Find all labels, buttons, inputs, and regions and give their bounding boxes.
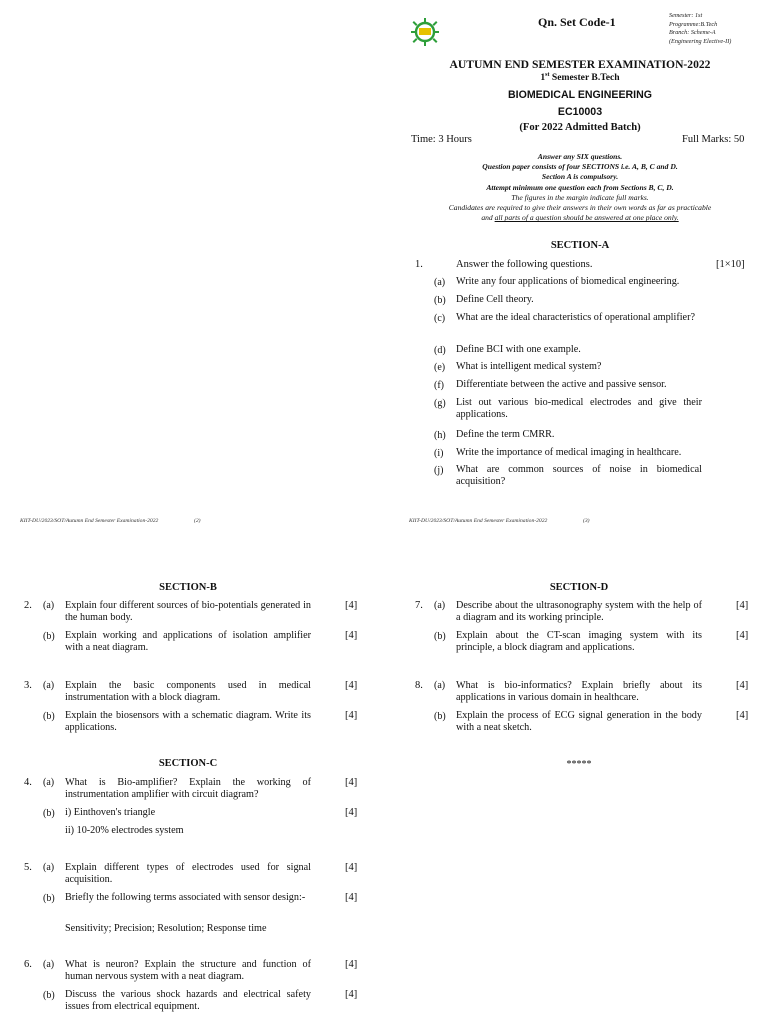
q1-text: Answer the following questions. [456,259,593,270]
q2a-marks: [4] [345,600,358,611]
q6-number: 6. [24,959,32,970]
q1-number: 1. [415,259,423,270]
time-label: Time: 3 Hours [411,134,472,145]
q4b-text: i) Einthoven's triangle [65,807,156,818]
q5b-extra: Sensitivity; Precision; Resolution; Response time [65,923,267,934]
item-label: (f) [434,380,444,391]
semester-sup: st [545,72,550,78]
q8b-marks: [4] [736,710,749,721]
q8a-text: What is bio-informatics? Explain briefly about its applications in various domain in healthcare. [456,680,702,704]
q3-number: 3. [24,680,32,691]
instruction-4: Attempt minimum one question each from Sections B, C, D. [486,182,674,192]
q8a-marks: [4] [736,680,749,691]
instruction-6: Candidates are required to give their answers in their own words as far as practicable [448,203,712,213]
item-label: (e) [434,362,446,373]
q7-number: 7. [415,600,423,611]
q1-marks: [1×10] [716,259,745,270]
item-label: (c) [434,313,446,324]
q7b-label: (b) [434,631,446,642]
q3b-text: Explain the biosensors with a schematic diagram. Write its applications. [65,710,311,734]
q7a-text: Describe about the ultrasonography system with the help of a diagram and its working principle. [456,600,702,624]
subject-title: BIOMEDICAL ENGINEERING [507,89,652,101]
q4b-label: (b) [43,808,55,819]
q8b-label: (b) [434,711,446,722]
q2b-text: Explain working and applications of isolation amplifier with a neat diagram. [65,630,311,654]
item-label: (j) [434,465,444,476]
set-code: Qn. Set Code-1 [538,15,616,29]
q4-number: 4. [24,777,32,788]
q8-number: 8. [415,680,423,691]
q2b-marks: [4] [345,630,358,641]
kiit-logo [409,17,441,47]
item-text: Define Cell theory. [456,294,534,305]
q5a-text: Explain different types of electrodes used for signal acquisition. [65,862,311,886]
header-meta [669,12,731,46]
meta-programme: Programme:B.Tech [669,20,718,28]
section-b-title: SECTION-B [159,582,217,593]
item-text: What is intelligent medical system? [456,361,602,372]
exam-title: AUTUMN END SEMESTER EXAMINATION-2022 [449,58,711,71]
instruction-5: The figures in the margin indicate full marks. [511,192,649,202]
section-d-title: SECTION-D [549,582,609,593]
q2-number: 2. [24,600,32,611]
q6b-text: Discuss the various shock hazards and electrical safety issues from electrical equipment. [65,989,311,1013]
full-marks-label: Full Marks: 50 [682,134,745,145]
q2b-label: (b) [43,631,55,642]
instruction-1: Answer any SIX questions. [537,152,623,161]
semester-rest: Semester B.Tech [549,72,620,84]
item-label: (b) [434,295,446,306]
q4b-extra: ii) 10-20% electrodes system [65,825,184,836]
q5-number: 5. [24,862,32,873]
semester-line [400,72,760,83]
batch-line: (For 2022 Admitted Batch) [519,122,641,133]
semester-num: 1 [540,72,546,84]
instruction-7a: and [481,213,495,223]
q4a-label: (a) [43,777,55,788]
q8a-label: (a) [434,680,446,691]
q3a-marks: [4] [345,680,358,691]
item-text: Write any four applications of biomedical engineering. [456,276,680,287]
instruction-7b: all parts of a question should be answered at one place only. [494,213,679,223]
q5a-label: (a) [43,862,55,873]
item-label: (i) [434,448,444,459]
q3a-label: (a) [43,680,55,691]
q8b-text: Explain the process of ECG signal generation in the body with a neat sketch. [456,710,702,734]
q7a-marks: [4] [736,600,749,611]
q4b-marks: [4] [345,807,358,818]
instruction-3: Section A is compulsory. [541,172,619,182]
q4a-marks: [4] [345,777,358,788]
q7b-marks: [4] [736,630,749,641]
footer-left: KIIT-DU/2023/SOT/Autumn End Semester Examination-2022 [20,518,159,524]
footer-right-page: (3) [583,518,590,524]
q4a-text: What is Bio-amplifier? Explain the working of instrumentation amplifier with circuit diagram? [65,777,311,801]
q2a-text: Explain four different sources of bio-potentials generated in the human body. [65,600,311,624]
q3a-text: Explain the basic components used in medical instrumentation with a block diagram. [65,680,311,704]
q5b-label: (b) [43,893,55,904]
item-text: List out various bio-medical electrodes and give their applications. [456,397,702,421]
q6a-label: (a) [43,959,55,970]
item-text: Define the term CMRR. [456,429,555,440]
q5b-marks: [4] [345,892,358,903]
q6b-label: (b) [43,990,55,1001]
item-label: (a) [434,277,446,288]
q3b-label: (b) [43,711,55,722]
item-text: Differentiate between the active and passive sensor. [456,379,667,390]
q5a-marks: [4] [345,862,358,873]
q2a-label: (a) [43,600,55,611]
item-text: Write the importance of medical imaging in healthcare. [456,447,682,458]
end-mark: ***** [566,759,592,770]
item-label: (h) [434,430,446,441]
section-c-title: SECTION-C [158,758,218,769]
item-text: Define BCI with one example. [456,344,581,355]
item-text: What are common sources of noise in biomedical acquisition? [456,464,702,488]
q5b-text: Briefly the following terms associated with sensor design:- [65,892,306,903]
instructions [400,152,760,223]
instruction-2: Question paper consists of four SECTIONS i.e. A, B, C and D. [482,162,678,172]
q7a-label: (a) [434,600,446,611]
q7b-text: Explain about the CT-scan imaging system with its principle, a block diagram and applications. [456,630,702,654]
q6a-marks: [4] [345,959,358,970]
footer-left-page: (2) [194,518,201,524]
q6a-text: What is neuron? Explain the structure and function of human nervous system with a neat diagram. [65,959,311,983]
q3b-marks: [4] [345,710,358,721]
section-a-title: SECTION-A [550,240,610,251]
item-label: (d) [434,345,446,356]
subject-code: EC10003 [557,106,603,118]
item-text: What are the ideal characteristics of operational amplifier? [456,312,695,323]
footer-right: KIIT-DU/2023/SOT/Autumn End Semester Examination-2022 [409,518,548,524]
instruction-7 [400,213,760,223]
meta-elective: (Engineering Elective-II) [669,37,732,45]
q6b-marks: [4] [345,989,358,1000]
meta-branch: Branch: Scheme-A [669,29,716,37]
meta-semester: Semester: 1st [669,12,703,19]
item-label: (g) [434,398,446,409]
